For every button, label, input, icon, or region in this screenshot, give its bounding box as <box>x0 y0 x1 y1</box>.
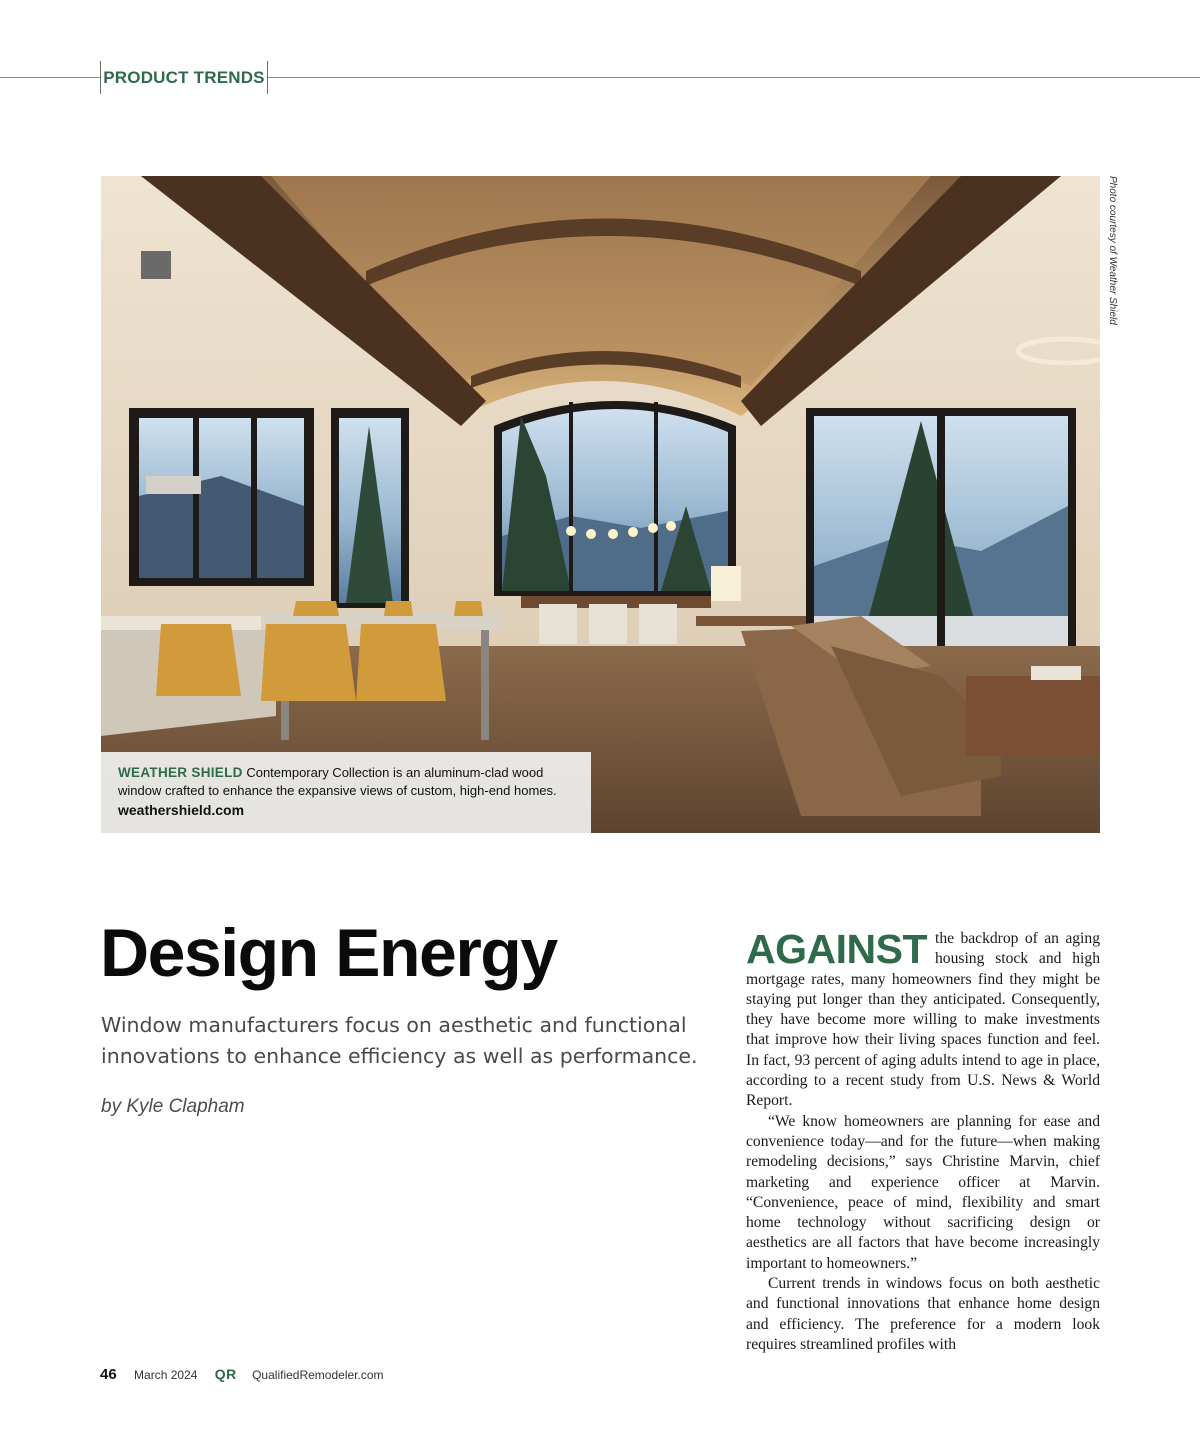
article-deck: Window manufacturers focus on aesthetic and functional innovations to enhance efficiency as well as performance. <box>101 1013 698 1068</box>
article-body <box>746 926 1100 1355</box>
issue-date: March 2024 <box>134 1368 198 1382</box>
body-paragraph-2: “We know homeowners are planning for ease and convenience today—and for the future—when making remodeling decisions,” says Christine Marvin, chief marketing and experience officer at Marvin. “Convenience, peace of mind, flexibility and smart home technology without sacrificing design or aesthetics are all factors that have become increasingly important to homeowners.” <box>746 1112 1100 1272</box>
lead-word: AGAINST <box>746 926 927 972</box>
paragraph-text: the backdrop of an aging housing stock and high mortgage rates, many homeowners find they might be staying put longer than they anticipated. Consequently, they have become more willing to make investments that improve how their living spaces function and feel. In fact, 93 percent of aging adults intend to age in place, according to a recent study from U.S. News & World Report. <box>746 930 1100 1110</box>
website-link[interactable]: QualifiedRemodeler.com <box>252 1368 384 1382</box>
page-footer <box>100 1366 384 1386</box>
qr-logo: QR <box>214 1366 237 1382</box>
caption-text <box>118 764 580 819</box>
header-divider-right <box>267 61 268 94</box>
photo-credit: Photo courtesy of Weather Shield <box>1107 176 1118 325</box>
caption-brand: WEATHER SHIELD <box>118 765 243 780</box>
caption-url[interactable]: weathershield.com <box>118 802 245 818</box>
feature-photo <box>101 176 1100 833</box>
article-byline: by Kyle Clapham <box>101 1096 245 1117</box>
article-headline: Design Energy <box>100 915 557 991</box>
section-label: PRODUCT TRENDS <box>101 66 267 90</box>
page-number: 46 <box>100 1366 117 1383</box>
interior-scene-illustration <box>101 176 1100 833</box>
caption-body: Contemporary Collection is an aluminum-clad wood window crafted to enhance the expansive views of custom, high-end homes. <box>118 765 557 798</box>
photo-caption <box>101 752 591 833</box>
body-paragraph-1 <box>746 926 1100 1112</box>
body-paragraph-3: Current trends in windows focus on both aesthetic and functional innovations that enhance home design and efficiency. The preference for a modern look requires streamlined profiles with <box>746 1275 1100 1353</box>
